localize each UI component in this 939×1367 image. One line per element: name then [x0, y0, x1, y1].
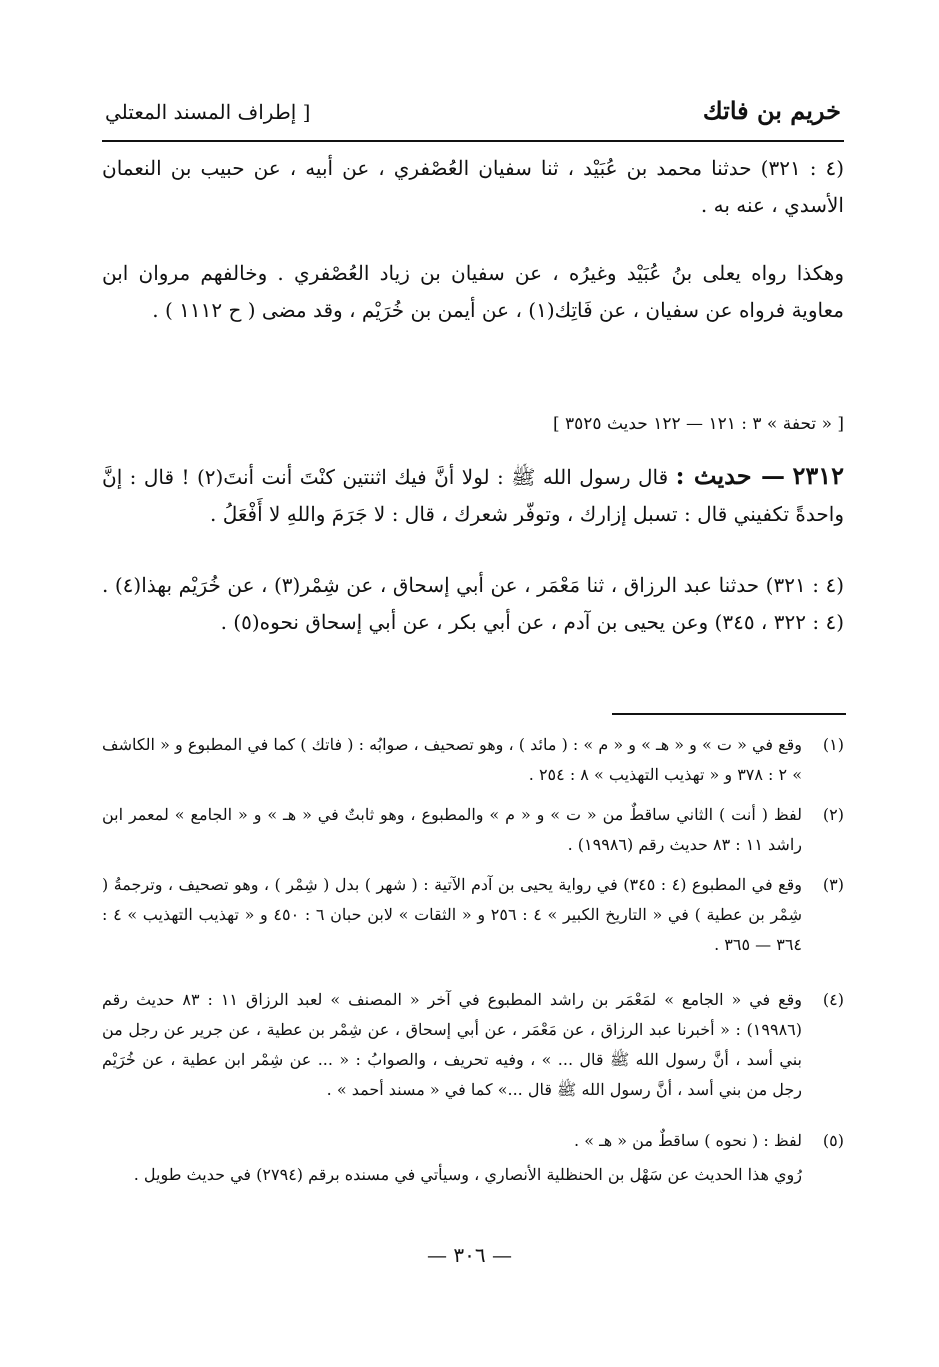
hadith-label: — حديث : [675, 461, 785, 490]
footnote-text: لفظ ( أنت ) الثاني ساقطٌ من « ت » و « م » والمطبوع ، وهو ثابتٌ في « هـ » و « الجامع » لمعمر ابن راشد ١١ : ٨٣ حديث رقم (١٩٩٨٦) . [102, 805, 802, 854]
footnote-number: (١) [822, 735, 844, 754]
footnote-number: (٣) [822, 875, 844, 894]
footnote-5 [102, 1126, 844, 1156]
footnote-text: وقع في « الجامع » لمَعْمَر بن راشد المطبوع في آخر « المصنف » لعبد الرزاق ١١ : ٨٣ حديث رقم (١٩٩٨٦) : « أخبرنا عبد الرزاق ، عن مَعْمَر ، عن أبي إسحاق ، عن شِمْر بن عطية ، عن جرير عن رجل من بني أسد ، أنَّ رسول الله ﷺ قال ... » ، وفيه تحريف ، والصوابُ : « ... عن شِمْر ابن عطية ، عن خُرَيْم رجل من بني أسد ، أنَّ رسول الله ﷺ قال ...» كما في « مسند أحمد » . [102, 990, 803, 1099]
footnote-number: (٤) [822, 990, 844, 1009]
paragraph-commentary: وهكذا رواه يعلى بنُ عُبَيْد وغيرُه ، عن سفيان بن زياد العُصْفري . وخالفهم مروان ابن معاوية فرواه عن سفيان ، عن فَاتِك(١) ، عن أيمن بن خُرَيْم ، وقد مضى ( ح ١١١٢ ) . [102, 261, 844, 322]
running-head-title: خريم بن فاتك [702, 96, 841, 125]
hadith-entry [102, 457, 844, 533]
footnote-separator [612, 713, 846, 715]
running-head-book: [ إطراف المسند المعتلي [105, 100, 311, 124]
paragraph-isnad-1: (٤ : ٣٢١) حدثنا محمد بن عُبَيْد ، ثنا سفيان العُصْفري ، عن أبيه ، عن حبيب بن النعمان الأسدي ، عنه به . [102, 156, 845, 217]
footnote-text: لفظ : ( نحوه ) ساقطٌ من « هـ » . [574, 1131, 802, 1150]
footnote-text: وقع في المطبوع (٤ : ٣٤٥) في رواية يحيى بن آدم الآتية : ( شهر ) بدل ( شِمْر ) ، وهو تصحيف ، وترجمةُ ( شِمْر بن عطية ) في « التاريخ الكبير » ٤ : ٢٥٦ و « الثقات » لابن حبان ٦ : ٤٥٠ و « تهذيب التهذيب » ٤ : ٣٦٤ — ٣٦٥ . [102, 875, 803, 954]
footnote-1 [102, 730, 844, 790]
page-number: — ٣٠٦ — [427, 1243, 512, 1267]
footnote-text: رُوي هذا الحديث عن سَهْل بن الحنظلية الأنصاري ، وسيأتي في مسنده برقم (٢٧٩٤) في حديث طويل . [133, 1165, 802, 1184]
header-rule [102, 140, 844, 142]
footnote-text: وقع في « ت » و « هـ » و « م » : ( مائد ) ، وهو تصحيف ، صوابُه : ( فاتك ) كما في المطبوع و « الكاشف » ٢ : ٣٧٨ و « تهذيب التهذيب » ٨ : ٢٥٤ . [102, 735, 802, 784]
hadith-number: ٢٣١٢ [792, 461, 844, 490]
footnote-5-continuation [102, 1160, 844, 1190]
hadith-text: قال رسول الله ﷺ : لولا أنَّ فيك اثنتين كنْتَ أنت أنتَ(٢) ! قال : إنَّ واحدةً تكفيني قال : تسبل إزارك ، وتوفّر شعرك ، قال : لا جَرَمَ واللهِ لا أَفْعَلُ . [102, 465, 844, 526]
footnote-2 [102, 800, 844, 860]
tuhfa-reference: [ « تحفة » ٣ : ١٢١ — ١٢٢ حديث ٣٥٢٥ ] [552, 414, 844, 434]
paragraph-isnad-2: (٤ : ٣٢١) حدثنا عبد الرزاق ، ثنا مَعْمَر ، عن أبي إسحاق ، عن شِمْر(٣) ، عن خُرَيْم بهذا(٤) . (٤ : ٣٢٢ ، ٣٤٥) وعن يحيى بن آدم ، عن أبي بكر ، عن أبي إسحاق نحوه(٥) . [102, 573, 845, 634]
footnote-3 [102, 870, 844, 960]
footnote-number: (٥) [822, 1131, 844, 1150]
footnote-4 [102, 985, 844, 1105]
footnote-number: (٢) [822, 805, 844, 824]
